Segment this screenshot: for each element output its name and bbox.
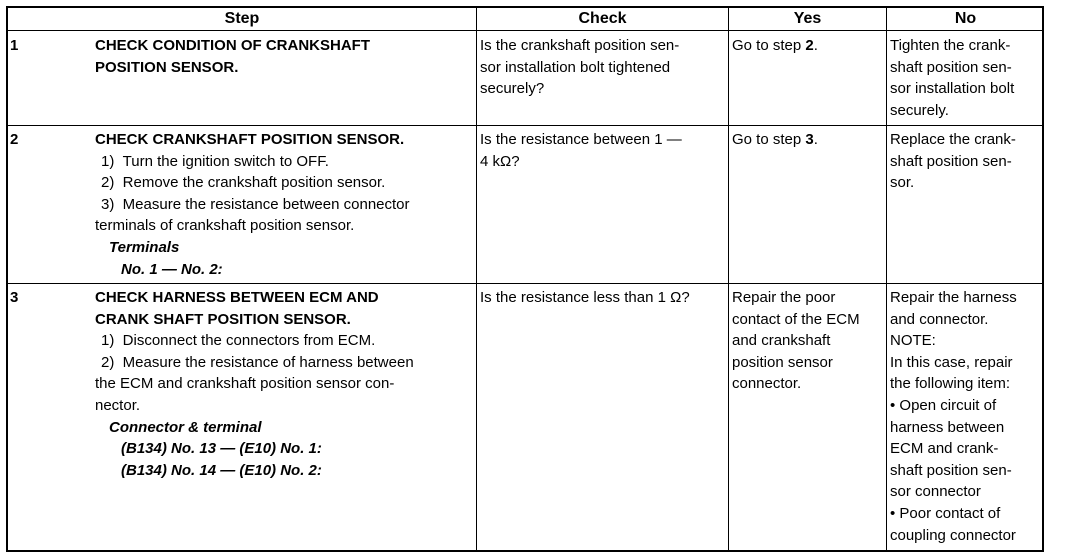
check-question: Is the resistance between 1 — 4 kΩ? [480,131,682,170]
header-no: No [954,10,977,27]
no-action: Tighten the crank- shaft position sen- sor installation bolt securely. [890,37,1015,119]
step-content: CHECK HARNESS BETWEEN ECM AND CRANK SHAFT POSITION SENSOR. 1) Disconnect the connectors from ECM. 2) Measure the resistance of harness between the ECM and crankshaft position sensor con- nector. Connector & terminal (B134) No. 13 — (E10) No. 1: (B134) No. 14 — (E10) No. 2: [95,289,414,479]
check-question: Is the resistance less than 1 Ω? [480,289,690,306]
row-divider [8,125,1042,126]
check-question: Is the crankshaft position sen- sor installation bolt tightened securely? [480,37,680,98]
no-action: Replace the crank- shaft position sen- sor. [890,131,1016,192]
diagnostic-table [6,6,1044,552]
column-divider [728,8,729,550]
step-title: CHECK CONDITION OF CRANKSHAFT POSITION SENSOR. [95,37,370,76]
row-divider [8,283,1042,284]
step-content: CHECK CRANKSHAFT POSITION SENSOR. 1) Turn the ignition switch to OFF. 2) Remove the crankshaft position sensor. 3) Measure the resistance between connector terminals of crankshaft position sensor. Terminals No. 1 — No. 2: [95,131,410,278]
header-check: Check [578,10,627,27]
yes-action: Go to step 3. [732,131,818,148]
yes-action: Repair the poor contact of the ECM and crankshaft position sensor connector. [732,289,860,393]
step-number: 2 [10,131,19,148]
header-yes: Yes [793,10,822,27]
header-divider [8,30,1042,31]
no-action: Repair the harness and connector. NOTE: In this case, repair the following item: • Open circuit of harness between ECM and crank- shaft position sen- sor connector • Poor contact of coupling connector [890,289,1017,544]
yes-action: Go to step 2. [732,37,818,54]
header-step: Step [224,10,260,27]
step-number: 3 [10,289,19,306]
column-divider [886,8,887,550]
column-divider [476,8,477,550]
step-number: 1 [10,37,19,54]
